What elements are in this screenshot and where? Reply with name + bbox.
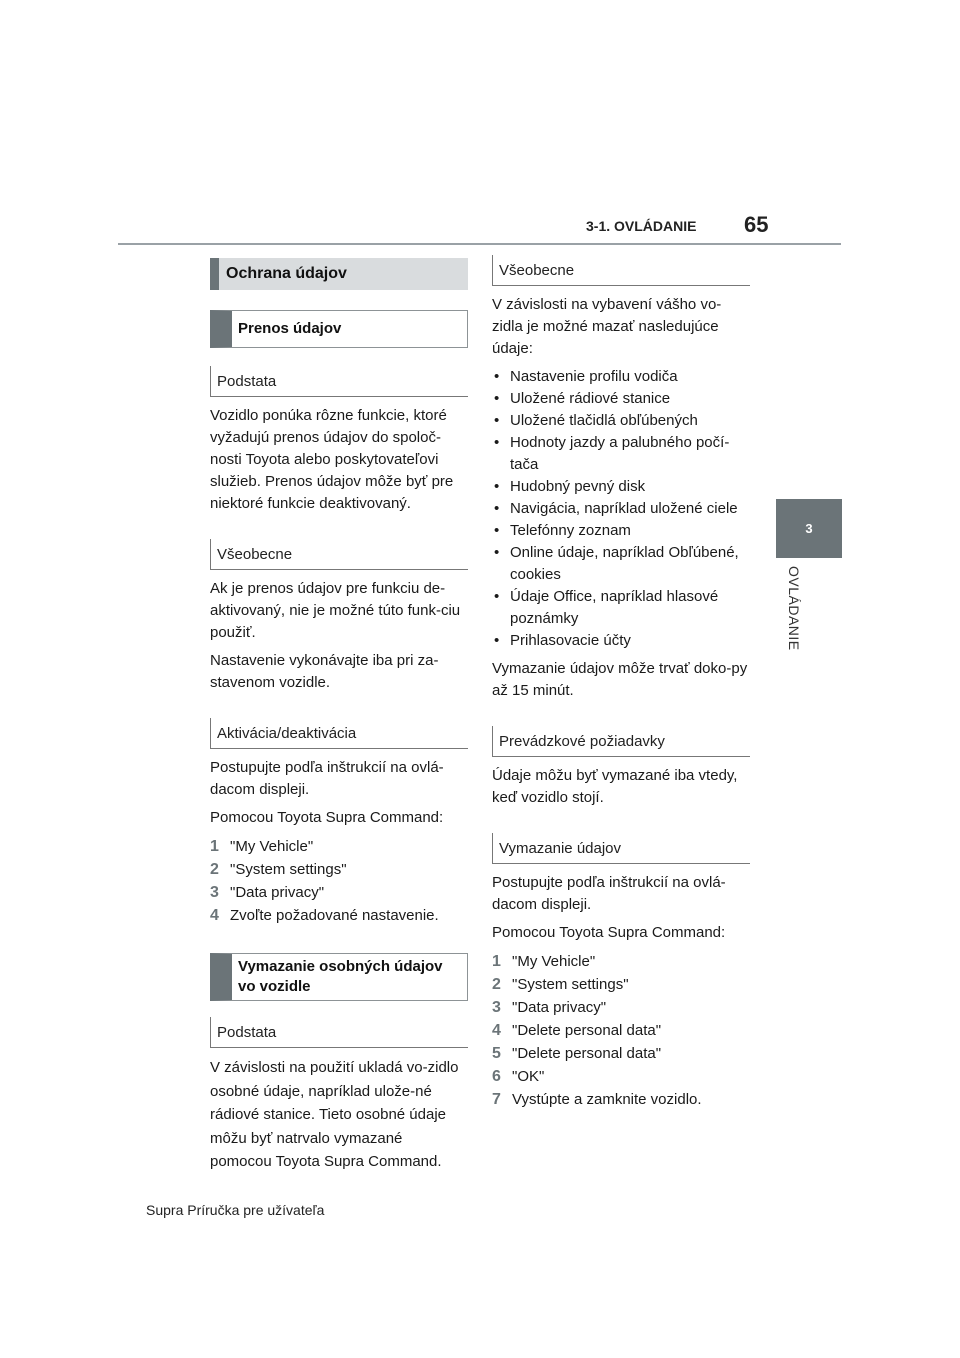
- step-number: 5: [492, 1045, 501, 1062]
- section-title: 3-1. OVLÁDANIE: [586, 218, 697, 234]
- paragraph-activation-1: Postupujte podľa inštrukcií na ovlá-dacom displeji.: [210, 759, 444, 798]
- page-number: 65: [744, 212, 769, 237]
- step-text: "My Vehicle": [512, 953, 596, 970]
- header-rule: [118, 243, 841, 245]
- list-item: • Nastavenie profilu vodiča: [492, 366, 750, 388]
- step-item: [210, 835, 468, 858]
- heading-basis-2: Podstata: [210, 1017, 468, 1048]
- list-item: • Hodnoty jazdy a palubného počí-tača: [492, 432, 750, 476]
- delete-steps-list: [492, 950, 750, 1111]
- paragraph-intro: V závislosti na vybavení vášho vo-zidla je možné mazať nasledujúce údaje:: [492, 296, 722, 357]
- paragraph-requirements: Údaje môžu byť vymazané iba vtedy, keď vozidlo stojí.: [492, 767, 738, 806]
- footer-text: Supra Príručka pre užívateľa: [146, 1202, 325, 1218]
- step-text: "System settings": [230, 861, 347, 878]
- step-number: 2: [492, 976, 501, 993]
- step-text: Vystúpte a zamknite vozidlo.: [512, 1091, 702, 1108]
- paragraph-duration: Vymazanie údajov môže trvať doko-py až 15 minút.: [492, 660, 748, 699]
- heading-data-protection: Ochrana údajov: [210, 258, 468, 290]
- heading-general-right: Všeobecne: [492, 255, 750, 286]
- list-item: • Údaje Office, napríklad hlasové poznámky: [492, 586, 750, 630]
- step-number: 2: [210, 861, 219, 878]
- list-item: • Uložené tlačidlá obľúbených: [492, 410, 750, 432]
- paragraph-delete-1: Postupujte podľa inštrukcií na ovlá-dacom displeji.: [492, 874, 726, 913]
- step-item: [210, 881, 468, 904]
- list-item: • Hudobný pevný disk: [492, 476, 750, 498]
- list-item: • Navigácia, napríklad uložené ciele: [492, 498, 750, 520]
- step-text: "Delete personal data": [512, 1045, 662, 1062]
- paragraph-basis: Vozidlo ponúka rôzne funkcie, ktoré vyžadujú prenos údajov do spoloč-nosti Toyota alebo poskytovateľovi služieb. Prenos údajov môže byť pre niektoré funkcie deaktivovaný.: [210, 407, 454, 512]
- heading-activation: Aktivácia/deaktivácia: [210, 718, 468, 749]
- deletable-data-list: [492, 366, 750, 652]
- left-column: [210, 258, 468, 1180]
- step-number: 3: [210, 884, 219, 901]
- step-number: 1: [492, 953, 501, 970]
- step-text: "Data privacy": [230, 884, 325, 901]
- step-item: [492, 1065, 750, 1088]
- list-item: • Uložené rádiové stanice: [492, 388, 750, 410]
- step-item: [492, 950, 750, 973]
- heading-data-transfer: Prenos údajov: [210, 310, 468, 348]
- steps-list: [210, 835, 468, 927]
- chapter-tab: [776, 499, 842, 558]
- step-item: [492, 996, 750, 1019]
- list-item: • Online údaje, napríklad Obľúbené, cookies: [492, 542, 750, 586]
- step-number: 7: [492, 1091, 501, 1108]
- list-item: • Prihlasovacie účty: [492, 630, 750, 652]
- list-item: • Telefónny zoznam: [492, 520, 750, 542]
- step-item: [210, 904, 468, 927]
- heading-general: Všeobecne: [210, 539, 468, 570]
- paragraph-delete-2: Pomocou Toyota Supra Command:: [492, 924, 726, 941]
- chapter-number: 3: [805, 521, 813, 536]
- heading-requirements: Prevádzkové požiadavky: [492, 726, 750, 757]
- paragraph-general-2: Nastavenie vykonávajte iba pri za-stavenom vozidle.: [210, 652, 439, 691]
- step-number: 1: [210, 838, 219, 855]
- step-number: 6: [492, 1068, 501, 1085]
- paragraph-basis-2: V závislosti na použití ukladá vo-zidlo osobné údaje, napríklad ulože-né rádiové stanice. Tieto osobné údaje môžu byť natrvalo vymazané pomocou Toyota Supra Command.: [210, 1059, 459, 1170]
- step-item: [492, 1088, 750, 1111]
- step-text: "OK": [512, 1068, 545, 1085]
- step-text: "My Vehicle": [230, 838, 314, 855]
- paragraph-activation-2: Pomocou Toyota Supra Command:: [210, 809, 444, 826]
- heading-delete-personal-data: Vymazanie osobných údajov vo vozidle: [210, 953, 468, 1001]
- right-column: [492, 255, 750, 1117]
- paragraph-general-1: Ak je prenos údajov pre funkciu de-aktivovaný, nie je možné túto funk-ciu použiť.: [210, 580, 461, 641]
- step-item: [492, 1042, 750, 1065]
- heading-basis: Podstata: [210, 366, 468, 397]
- chapter-label: OVLÁDANIE: [786, 566, 802, 651]
- step-number: 3: [492, 999, 501, 1016]
- heading-delete-data: Vymazanie údajov: [492, 833, 750, 864]
- step-text: "System settings": [512, 976, 629, 993]
- step-text: "Data privacy": [512, 999, 607, 1016]
- step-number: 4: [492, 1022, 501, 1039]
- step-number: 4: [210, 907, 219, 924]
- step-item: [492, 973, 750, 996]
- step-item: [210, 858, 468, 881]
- step-item: [492, 1019, 750, 1042]
- step-text: "Delete personal data": [512, 1022, 662, 1039]
- step-text: Zvoľte požadované nastavenie.: [230, 907, 439, 924]
